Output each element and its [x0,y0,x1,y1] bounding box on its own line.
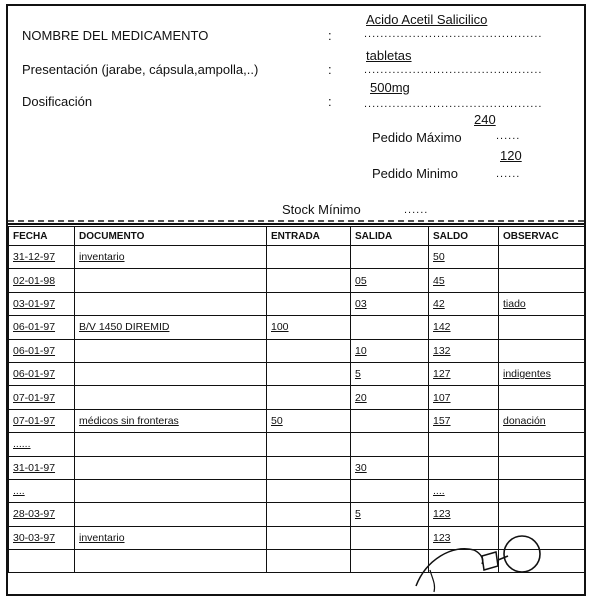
cell-fecha [9,292,75,315]
cell-text: 07-01-97 [13,414,56,427]
cell-observac [499,246,585,269]
cell-documento [75,386,267,409]
cell-fecha [9,409,75,432]
cell-entrada [267,269,351,292]
presentation-value: tabletas [366,48,412,63]
min-stock-label: Stock Mínimo [282,202,361,217]
cell-saldo [429,479,499,502]
cell-text: 45 [433,274,445,287]
cell-entrada [267,316,351,339]
cell-salida [351,246,429,269]
cell-text: 02-01-98 [13,274,56,287]
column-header-saldo: SALDO [429,227,499,246]
cell-saldo [429,339,499,362]
cell-observac [499,269,585,292]
cell-text: 142 [433,321,451,334]
cell-fecha [9,526,75,549]
column-header-entrada: ENTRADA [267,227,351,246]
table-row [9,316,585,339]
signature-scribble [412,530,552,594]
cell-salida [351,479,429,502]
cell-fecha [9,362,75,385]
cell-salida [351,503,429,526]
cell-documento [75,246,267,269]
cell-saldo [429,246,499,269]
cell-text: 42 [433,297,445,310]
cell-text: 123 [433,508,451,521]
cell-text: inventario [79,251,125,264]
cell-observac [499,292,585,315]
cell-documento [75,479,267,502]
table-body [9,246,585,573]
card-header [8,6,584,220]
cell-fecha [9,339,75,362]
cell-entrada [267,456,351,479]
cell-documento [75,409,267,432]
column-header-observac: OBSERVAC [499,227,585,246]
cell-observac [499,433,585,456]
cell-salida [351,269,429,292]
cell-text: 31-12-97 [13,251,56,264]
cell-text: 20 [355,391,367,404]
cell-documento [75,292,267,315]
cell-fecha [9,479,75,502]
dosage-value: 500mg [370,80,410,95]
cell-text: 06-01-97 [13,368,56,381]
table-row [9,386,585,409]
cell-text: .... [433,485,445,498]
cell-fecha [9,246,75,269]
cell-text: 28-03-97 [13,508,56,521]
medication-name-label: NOMBRE DEL MEDICAMENTO [22,28,209,43]
dotted-line: ............................................ [364,64,543,76]
cell-entrada [267,526,351,549]
cell-salida [351,386,429,409]
cell-fecha [9,456,75,479]
table-header-row [9,227,585,246]
cell-text: tiado [503,297,526,310]
table-row [9,292,585,315]
table-row [9,456,585,479]
colon: : [328,28,332,43]
dotted-line: ............................................ [364,28,543,40]
cell-salida [351,316,429,339]
cell-text: 30 [355,461,367,474]
cell-documento [75,503,267,526]
table-row [9,479,585,502]
cell-text: 100 [271,321,289,334]
cell-documento [75,269,267,292]
column-header-fecha: FECHA [9,227,75,246]
medication-name-value: Acido Acetil Salicilico [366,12,488,27]
dotted-line: ...... [496,130,521,142]
cell-documento [75,316,267,339]
cell-saldo [429,269,499,292]
cell-saldo [429,292,499,315]
cell-text: 132 [433,344,451,357]
cell-text: 10 [355,344,367,357]
dotted-line: ............................................ [364,98,543,110]
cell-entrada [267,433,351,456]
movements-table [8,226,585,573]
dotted-line: ...... [496,168,521,180]
cell-text: 123 [433,531,451,544]
divider [8,223,584,225]
table-row [9,246,585,269]
cell-entrada [267,503,351,526]
cell-text: 5 [355,368,361,381]
cell-text: .... [13,485,25,498]
cell-text: 07-01-97 [13,391,56,404]
cell-text: 31-01-97 [13,461,56,474]
cell-text: 127 [433,368,451,381]
cell-observac [499,456,585,479]
cell-text: 03 [355,297,367,310]
cell-observac [499,503,585,526]
cell-observac [499,409,585,432]
cell-salida [351,362,429,385]
cell-documento [75,456,267,479]
kardex-card [6,4,586,596]
cell-text: 157 [433,414,451,427]
cell-saldo [429,503,499,526]
cell-documento [75,550,267,573]
table-row [9,409,585,432]
cell-text: 06-01-97 [13,321,56,334]
cell-text: B/V 1450 DIREMID [79,321,170,334]
colon: : [328,62,332,77]
cell-fecha [9,550,75,573]
cell-observac [499,386,585,409]
cell-fecha [9,269,75,292]
cell-text: 5 [355,508,361,521]
table-row [9,339,585,362]
min-order-value: 120 [500,148,522,163]
cell-saldo [429,316,499,339]
dosage-label: Dosificación [22,94,93,109]
cell-fecha [9,433,75,456]
cell-salida [351,456,429,479]
cell-entrada [267,550,351,573]
cell-entrada [267,409,351,432]
cell-documento [75,362,267,385]
cell-entrada [267,386,351,409]
cell-text: indigentes [503,368,551,381]
colon: : [328,94,332,109]
cell-documento [75,526,267,549]
cell-text: 05 [355,274,367,287]
cell-entrada [267,479,351,502]
cell-text: 50 [271,414,283,427]
column-header-salida: SALIDA [351,227,429,246]
cell-fecha [9,503,75,526]
cell-saldo [429,362,499,385]
cell-text: 03-01-97 [13,297,56,310]
table-row [9,433,585,456]
max-order-label: Pedido Máximo [372,130,462,145]
table-row [9,503,585,526]
cell-saldo [429,409,499,432]
cell-text: inventario [79,531,125,544]
cell-salida [351,409,429,432]
cell-entrada [267,362,351,385]
cell-text: donación [503,414,546,427]
cell-entrada [267,246,351,269]
cell-observac [499,339,585,362]
cell-salida [351,433,429,456]
divider-dashed [8,220,584,222]
cell-saldo [429,386,499,409]
cell-text: médicos sin fronteras [79,414,179,427]
cell-fecha [9,386,75,409]
cell-text: 06-01-97 [13,344,56,357]
cell-saldo [429,433,499,456]
dotted-line: ...... [404,204,429,216]
cell-text: ...... [13,438,31,451]
table-row [9,362,585,385]
cell-observac [499,316,585,339]
cell-entrada [267,292,351,315]
cell-text: 30-03-97 [13,531,56,544]
min-order-label: Pedido Minimo [372,166,458,181]
table-row [9,269,585,292]
cell-saldo [429,456,499,479]
max-order-value: 240 [474,112,496,127]
cell-salida [351,339,429,362]
cell-documento [75,339,267,362]
cell-observac [499,362,585,385]
cell-salida [351,292,429,315]
cell-entrada [267,339,351,362]
presentation-label: Presentación (jarabe, cápsula,ampolla,..) [22,62,259,77]
column-header-documento: DOCUMENTO [75,227,267,246]
cell-text: 107 [433,391,451,404]
cell-documento [75,433,267,456]
cell-observac [499,479,585,502]
cell-text: 50 [433,251,445,264]
cell-fecha [9,316,75,339]
